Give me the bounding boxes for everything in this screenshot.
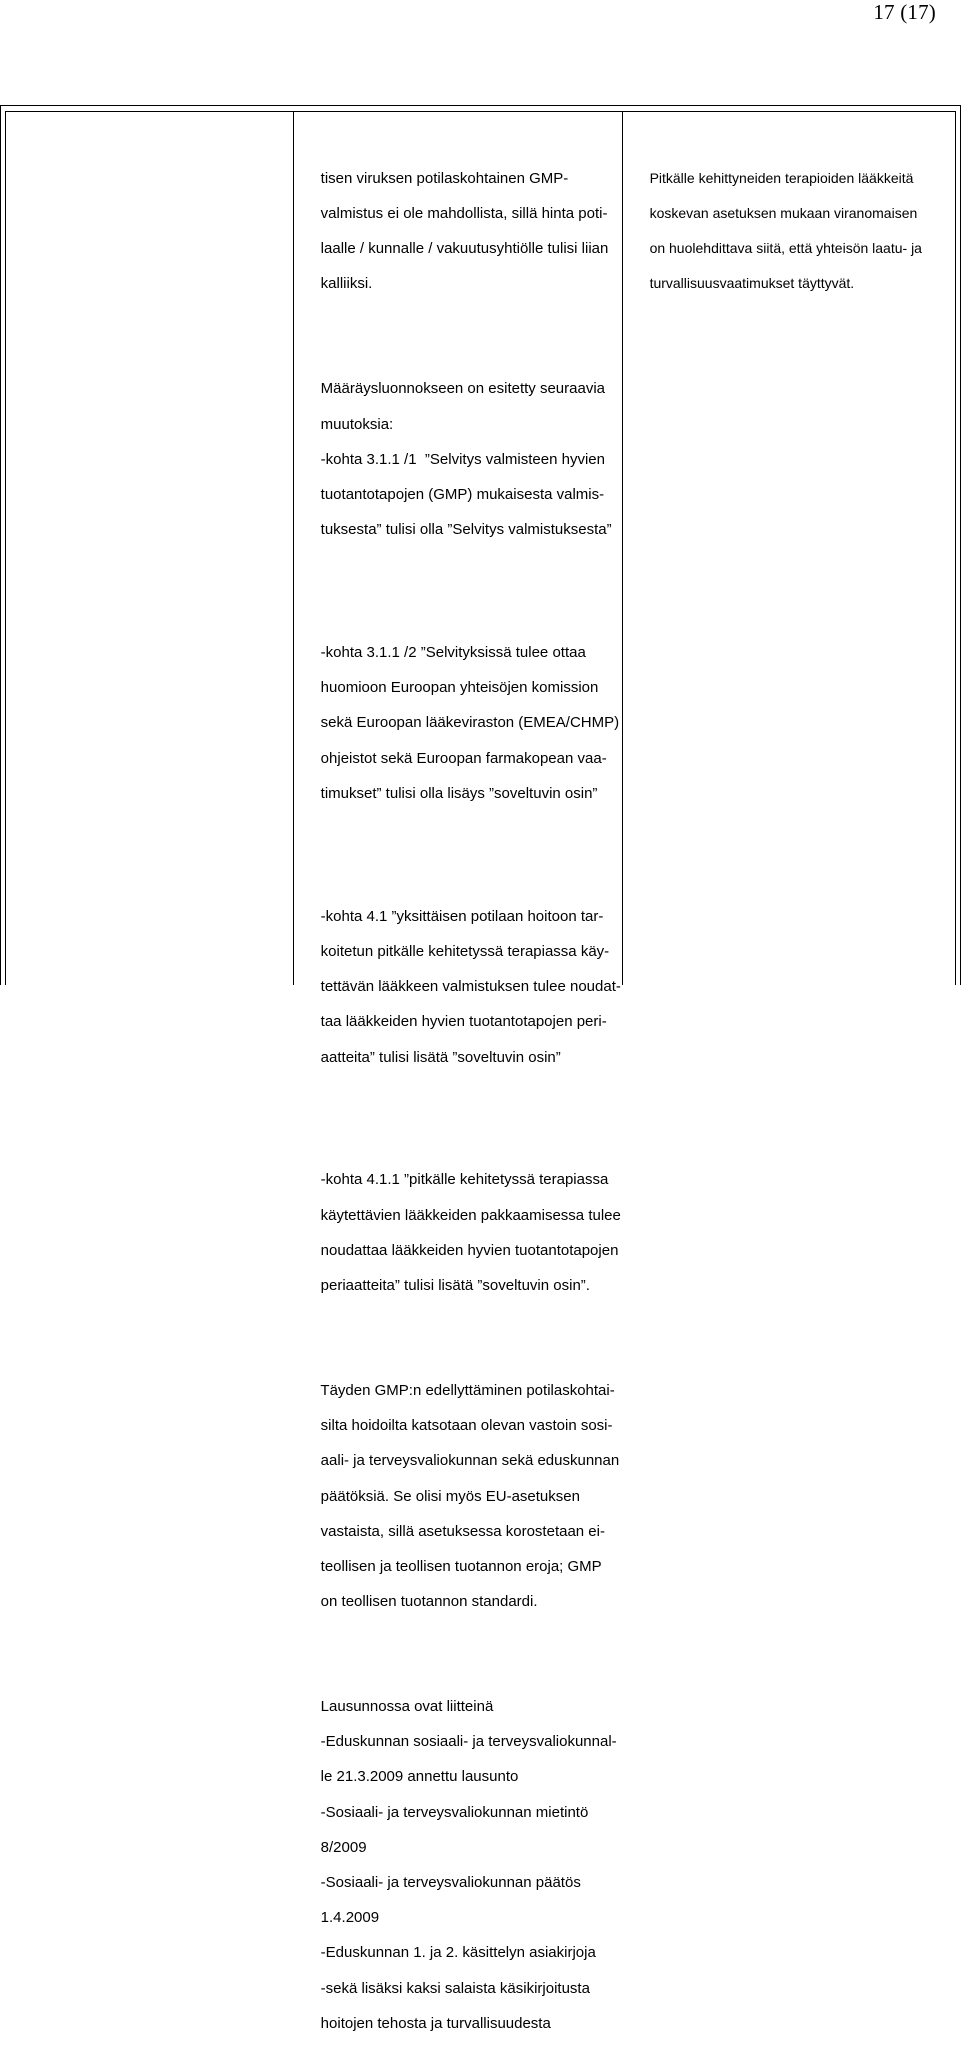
right-column-text (634, 117, 922, 328)
text-line: aali- ja terveysvaliokunnan sekä eduskunnan (320, 1452, 620, 1470)
text-line: käytettävien lääkkeiden pakkaamisessa tulee (320, 1206, 621, 1224)
table-top-border-inner (5, 111, 955, 112)
text-line: hoitojen tehosta ja turvallisuudesta (320, 2014, 551, 2032)
text-line: -kohta 4.1 ”yksittäisen potilaan hoitoon tar- (320, 907, 604, 925)
middle-paragraph-2 (304, 363, 621, 557)
text-line: -kohta 3.1.1 /2 ”Selvityksissä tulee ottaa (320, 644, 586, 662)
middle-paragraph-4 (304, 890, 621, 1084)
text-line: vastaista, sillä asetuksessa korostetaan ei- (320, 1522, 605, 1540)
text-line: teollisen ja teollisen tuotannon eroja; GMP (320, 1557, 602, 1575)
text-line: Täyden GMP:n edellyttäminen potilaskohtai- (320, 1382, 615, 1399)
right-paragraph-1 (634, 152, 922, 310)
text-line: koskevan asetuksen mukaan viranomaisen (649, 204, 918, 221)
page-number: 17 (17) (873, 0, 936, 24)
text-line: tuotantotapojen (GMP) mukaisesta valmis- (320, 485, 605, 503)
text-line: aatteita” tulisi lisätä ”soveltuvin osin” (320, 1048, 561, 1066)
text-line: -Sosiaali- ja terveysvaliokunnan mietintö (320, 1803, 589, 1821)
text-line: -Eduskunnan 1. ja 2. käsittelyn asiakirjoja (320, 1944, 596, 1962)
text-line: Määräysluonnokseen on esitetty seuraavia (320, 380, 606, 398)
text-line: le 21.3.2009 annettu lausunto (320, 1768, 519, 1786)
table-left-border (0, 105, 1, 985)
text-line: päätöksiä. Se olisi myös EU-asetuksen (320, 1487, 580, 1505)
text-line: turvallisuusvaatimukset täyttyvät. (649, 275, 855, 292)
table-left-border-inner (5, 111, 6, 985)
middle-paragraph-5 (304, 1154, 621, 1312)
text-line: silta hoidoilta katsotaan olevan vastoin sosi- (320, 1417, 613, 1435)
column-divider-2 (622, 111, 623, 985)
middle-paragraph-6 (304, 1364, 621, 1628)
middle-paragraph-7 (304, 1681, 621, 2050)
table-right-border-inner (955, 111, 956, 985)
column-divider-1 (293, 111, 294, 985)
text-line: sekä Euroopan lääkeviraston (EMEA/CHMP) (320, 714, 620, 732)
text-line: muutoksia: (320, 415, 394, 433)
text-line: -kohta 4.1.1 ”pitkälle kehitetyssä terapiassa (320, 1171, 609, 1189)
text-line: timukset” tulisi olla lisäys ”soveltuvin osin” (320, 784, 598, 802)
text-line: tettävän lääkkeen valmistuksen tulee noudat- (320, 978, 621, 996)
text-line: valmistus ei ole mahdollista, sillä hinta poti- (320, 204, 608, 222)
text-line: periaatteita” tulisi lisätä ”soveltuvin osin”. (320, 1277, 590, 1295)
text-line: ohjeistot sekä Euroopan farmakopean vaa- (320, 749, 607, 767)
middle-column-text (304, 117, 621, 2068)
text-line: -Eduskunnan sosiaali- ja terveysvaliokunnal- (320, 1733, 617, 1751)
text-line: tisen viruksen potilaskohtainen GMP- (320, 169, 569, 187)
text-line: tuksesta” tulisi olla ”Selvitys valmistuksesta” (320, 521, 612, 539)
text-line: on teollisen tuotannon standardi. (320, 1593, 538, 1611)
text-line: noudattaa lääkkeiden hyvien tuotantotapojen (320, 1241, 619, 1259)
text-line: Lausunnossa ovat liitteinä (320, 1698, 494, 1716)
text-line: 1.4.2009 (320, 1909, 380, 1927)
text-line: koitetun pitkälle kehitetyssä terapiassa käy- (320, 942, 610, 960)
middle-paragraph-1 (304, 152, 621, 310)
text-line: 8/2009 (320, 1838, 367, 1856)
text-line: -Sosiaali- ja terveysvaliokunnan päätös (320, 1874, 581, 1892)
text-line: laalle / kunnalle / vakuutusyhtiölle tulisi liian (320, 240, 609, 258)
text-line: kalliiksi. (320, 275, 373, 293)
middle-paragraph-3 (304, 626, 621, 820)
text-line: Pitkälle kehittyneiden terapioiden lääkkeitä (649, 169, 914, 186)
text-line: huomioon Euroopan yhteisöjen komission (320, 679, 599, 697)
table-top-border (0, 105, 960, 106)
text-line: taa lääkkeiden hyvien tuotantotapojen peri- (320, 1013, 607, 1031)
text-line: -kohta 3.1.1 /1 ”Selvitys valmisteen hyvien (320, 450, 605, 468)
text-line: -sekä lisäksi kaksi salaista käsikirjoitusta (320, 1979, 590, 1997)
text-line: on huolehdittava siitä, että yhteisön laatu- ja (649, 240, 922, 257)
